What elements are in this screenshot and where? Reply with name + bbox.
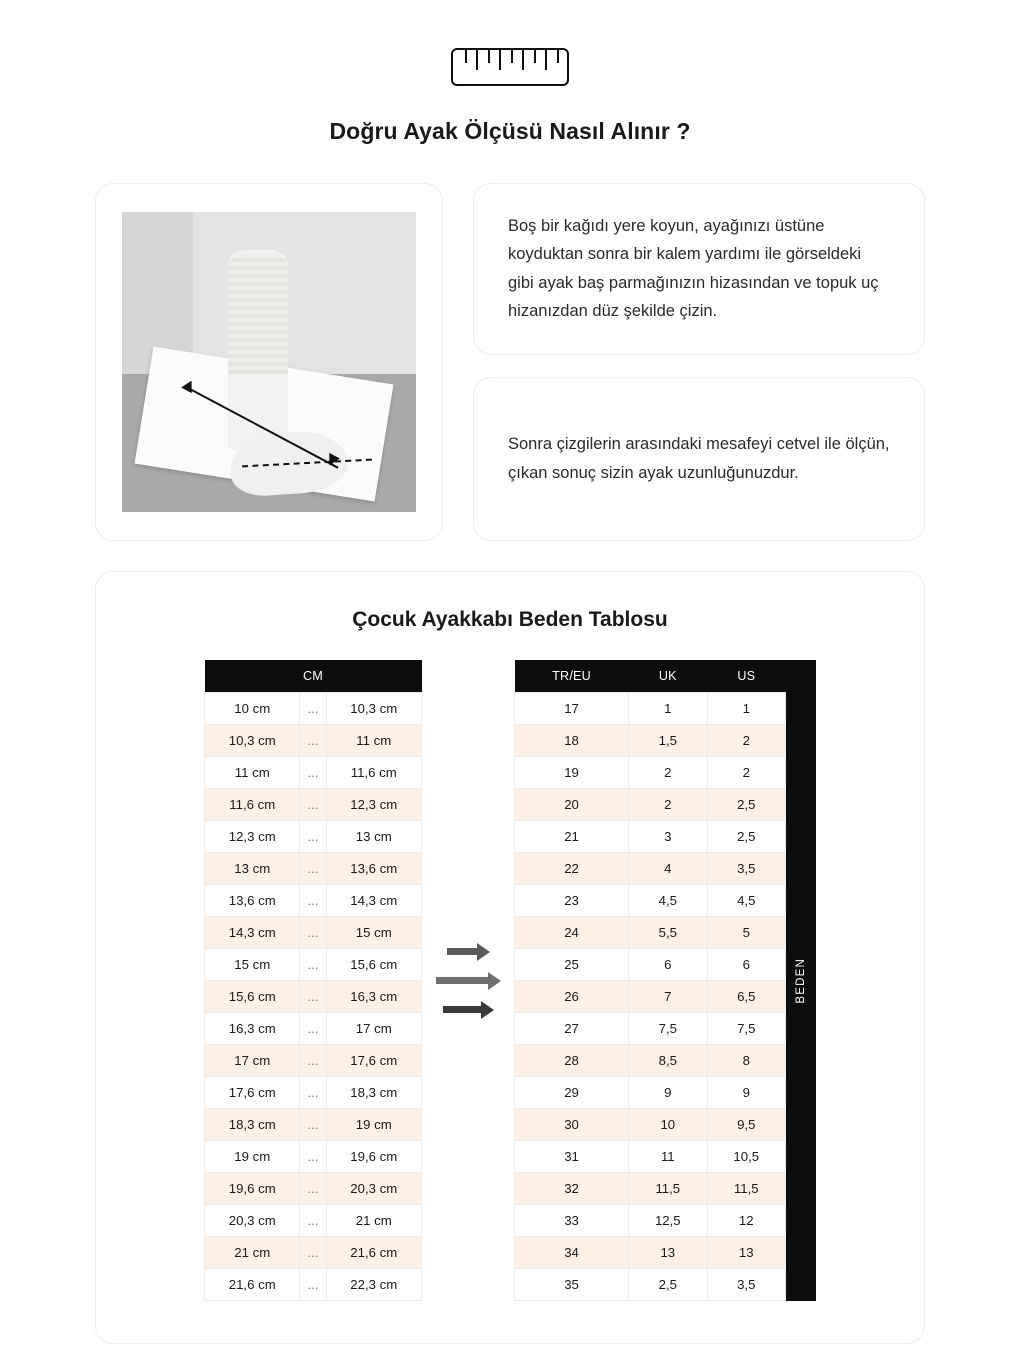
photo-sock-ribs [228, 254, 288, 374]
size-cell: 6 [707, 949, 785, 981]
size-cell: 1 [707, 693, 785, 725]
size-cell: 9 [629, 1077, 707, 1109]
page-title: Doğru Ayak Ölçüsü Nasıl Alınır ? [329, 118, 691, 144]
cm-table-header: CM [205, 660, 422, 693]
size-cell: 2 [707, 725, 785, 757]
size-cell: 13 [629, 1237, 707, 1269]
size-cell: 28 [515, 1045, 629, 1077]
foot-measure-photo-card [95, 183, 443, 541]
ruler-tick [534, 50, 536, 63]
table-row [205, 693, 422, 725]
instruction-text-column [473, 183, 925, 541]
size-cell: 2 [629, 789, 707, 821]
size-cell: 4,5 [629, 885, 707, 917]
cm-separator: ... [300, 981, 326, 1013]
size-table [514, 660, 786, 1301]
table-row [515, 949, 786, 981]
cm-min-value: 13 cm [205, 853, 300, 885]
table-row [205, 917, 422, 949]
size-cell: 23 [515, 885, 629, 917]
conversion-arrows [422, 943, 514, 1019]
ruler-icon [451, 48, 569, 86]
size-cell: 7,5 [707, 1013, 785, 1045]
table-row [205, 981, 422, 1013]
cm-min-value: 15 cm [205, 949, 300, 981]
table-row [205, 1173, 422, 1205]
cm-min-value: 10 cm [205, 693, 300, 725]
table-row [515, 693, 786, 725]
cm-min-value: 15,6 cm [205, 981, 300, 1013]
table-row [515, 1077, 786, 1109]
table-row [515, 1013, 786, 1045]
arrow-icon-2 [436, 972, 501, 990]
size-cell: 2,5 [629, 1269, 707, 1301]
table-row [205, 853, 422, 885]
cm-separator: ... [300, 1013, 326, 1045]
ruler-tick [545, 50, 547, 70]
table-row [515, 1173, 786, 1205]
cm-min-value: 10,3 cm [205, 725, 300, 757]
size-cell: 6 [629, 949, 707, 981]
size-cell: 11,5 [629, 1173, 707, 1205]
cm-min-value: 17,6 cm [205, 1077, 300, 1109]
size-cell: 18 [515, 725, 629, 757]
size-cell: 5 [707, 917, 785, 949]
cm-max-value: 11,6 cm [326, 757, 422, 789]
cm-separator: ... [300, 1045, 326, 1077]
size-cell: 2 [629, 757, 707, 789]
cm-max-value: 22,3 cm [326, 1269, 422, 1301]
size-cell: 10,5 [707, 1141, 785, 1173]
table-row [205, 1237, 422, 1269]
cm-min-value: 16,3 cm [205, 1013, 300, 1045]
size-cell: 2,5 [707, 789, 785, 821]
cm-separator: ... [300, 1269, 326, 1301]
size-cell: 11 [629, 1141, 707, 1173]
size-cell: 7 [629, 981, 707, 1013]
table-row [515, 1269, 786, 1301]
size-cell: 9 [707, 1077, 785, 1109]
cm-min-value: 11 cm [205, 757, 300, 789]
size-table-body [515, 693, 786, 1301]
cm-min-value: 20,3 cm [205, 1205, 300, 1237]
size-cell: 3,5 [707, 853, 785, 885]
cm-min-value: 18,3 cm [205, 1109, 300, 1141]
cm-max-value: 19 cm [326, 1109, 422, 1141]
cm-min-value: 21,6 cm [205, 1269, 300, 1301]
size-cell: 1,5 [629, 725, 707, 757]
table-row [515, 853, 786, 885]
table-row [515, 789, 786, 821]
size-cell: 3,5 [707, 1269, 785, 1301]
tables-row [116, 660, 904, 1301]
size-cell: 11,5 [707, 1173, 785, 1205]
size-table-title: Çocuk Ayakkabı Beden Tablosu [352, 608, 668, 631]
ruler-tick [511, 50, 513, 63]
cm-max-value: 15 cm [326, 917, 422, 949]
cm-separator: ... [300, 757, 326, 789]
cm-separator: ... [300, 885, 326, 917]
table-row [515, 1205, 786, 1237]
cm-max-value: 19,6 cm [326, 1141, 422, 1173]
size-cell: 7,5 [629, 1013, 707, 1045]
table-row [515, 885, 786, 917]
cm-separator: ... [300, 1141, 326, 1173]
instructions-section [95, 183, 925, 541]
size-cell: 4 [629, 853, 707, 885]
table-row [515, 1109, 786, 1141]
table-row [205, 821, 422, 853]
cm-max-value: 13 cm [326, 821, 422, 853]
cm-min-value: 21 cm [205, 1237, 300, 1269]
size-cell: 20 [515, 789, 629, 821]
foot-measure-photo [122, 212, 416, 512]
cm-min-value: 17 cm [205, 1045, 300, 1077]
ruler-tick [476, 50, 478, 70]
table-row [515, 725, 786, 757]
size-cell: 2 [707, 757, 785, 789]
cm-max-value: 17,6 cm [326, 1045, 422, 1077]
table-row [515, 821, 786, 853]
table-row [205, 1109, 422, 1141]
beden-vertical-label [786, 660, 816, 1301]
cm-min-value: 12,3 cm [205, 821, 300, 853]
table-row [205, 757, 422, 789]
table-row [205, 885, 422, 917]
size-cell: 19 [515, 757, 629, 789]
cm-separator: ... [300, 789, 326, 821]
size-cell: 8,5 [629, 1045, 707, 1077]
size-cell: 4,5 [707, 885, 785, 917]
size-cell: 8 [707, 1045, 785, 1077]
cm-min-value: 14,3 cm [205, 917, 300, 949]
size-cell: 27 [515, 1013, 629, 1045]
size-table-wrap [514, 660, 816, 1301]
cm-min-value: 13,6 cm [205, 885, 300, 917]
arrow-icon-3 [443, 1001, 494, 1019]
ruler-tick [499, 50, 501, 70]
cm-max-value: 12,3 cm [326, 789, 422, 821]
cm-min-value: 19,6 cm [205, 1173, 300, 1205]
size-cell: 32 [515, 1173, 629, 1205]
cm-max-value: 16,3 cm [326, 981, 422, 1013]
cm-separator: ... [300, 1109, 326, 1141]
size-cell: 29 [515, 1077, 629, 1109]
cm-max-value: 21,6 cm [326, 1237, 422, 1269]
cm-max-value: 20,3 cm [326, 1173, 422, 1205]
size-cell: 6,5 [707, 981, 785, 1013]
size-cell: 24 [515, 917, 629, 949]
size-cell: 26 [515, 981, 629, 1013]
table-row [515, 981, 786, 1013]
size-cell: 12 [707, 1205, 785, 1237]
size-cell: 9,5 [707, 1109, 785, 1141]
size-cell: 17 [515, 693, 629, 725]
cm-max-value: 17 cm [326, 1013, 422, 1045]
beden-label-text: BEDEN [795, 957, 807, 1004]
header-icon-wrap [0, 0, 1020, 86]
size-cell: 34 [515, 1237, 629, 1269]
size-cell: 1 [629, 693, 707, 725]
cm-separator: ... [300, 949, 326, 981]
ruler-tick [557, 50, 559, 63]
table-row [205, 1141, 422, 1173]
size-cell: 22 [515, 853, 629, 885]
ruler-tick [522, 50, 524, 70]
cm-separator: ... [300, 1173, 326, 1205]
size-column-header: TR/EU [515, 660, 629, 693]
ruler-tick [488, 50, 490, 63]
table-row [205, 1013, 422, 1045]
size-cell: 21 [515, 821, 629, 853]
size-cell: 35 [515, 1269, 629, 1301]
cm-separator: ... [300, 821, 326, 853]
cm-separator: ... [300, 1205, 326, 1237]
size-table-header-row [515, 660, 786, 693]
size-cell: 2,5 [707, 821, 785, 853]
size-cell: 3 [629, 821, 707, 853]
table-row [515, 1045, 786, 1077]
cm-table-body [205, 693, 422, 1301]
size-cell: 31 [515, 1141, 629, 1173]
cm-table [204, 660, 422, 1301]
cm-min-value: 11,6 cm [205, 789, 300, 821]
size-cell: 5,5 [629, 917, 707, 949]
instruction-step-2: Sonra çizgilerin arasındaki mesafeyi cetvel ile ölçün, çıkan sonuç sizin ayak uzunluğunuzdur. [473, 377, 925, 542]
table-row [205, 1269, 422, 1301]
cm-max-value: 10,3 cm [326, 693, 422, 725]
cm-min-value: 19 cm [205, 1141, 300, 1173]
cm-max-value: 13,6 cm [326, 853, 422, 885]
table-row [515, 1237, 786, 1269]
arrow-icon-1 [447, 943, 490, 961]
size-column-header: US [707, 660, 785, 693]
size-cell: 33 [515, 1205, 629, 1237]
cm-separator: ... [300, 1237, 326, 1269]
size-cell: 30 [515, 1109, 629, 1141]
cm-separator: ... [300, 1077, 326, 1109]
cm-separator: ... [300, 917, 326, 949]
size-cell: 10 [629, 1109, 707, 1141]
size-cell: 25 [515, 949, 629, 981]
size-column-header: UK [629, 660, 707, 693]
table-row [205, 789, 422, 821]
table-row [205, 1045, 422, 1077]
size-cell: 13 [707, 1237, 785, 1269]
table-row [205, 1077, 422, 1109]
cm-max-value: 18,3 cm [326, 1077, 422, 1109]
cm-max-value: 11 cm [326, 725, 422, 757]
table-row [515, 757, 786, 789]
size-cell: 12,5 [629, 1205, 707, 1237]
cm-max-value: 21 cm [326, 1205, 422, 1237]
cm-max-value: 15,6 cm [326, 949, 422, 981]
size-table-card [95, 571, 925, 1344]
ruler-tick [465, 50, 467, 63]
cm-separator: ... [300, 853, 326, 885]
cm-separator: ... [300, 693, 326, 725]
table-row [205, 725, 422, 757]
table-row [205, 1205, 422, 1237]
cm-max-value: 14,3 cm [326, 885, 422, 917]
table-row [515, 917, 786, 949]
instruction-step-1: Boş bir kağıdı yere koyun, ayağınızı üstüne koyduktan sonra bir kalem yardımı ile görseldeki gibi ayak baş parmağınızın hizasından ve topuk uç hizanızdan düz şekilde çizin. [473, 183, 925, 355]
table-row [205, 949, 422, 981]
cm-separator: ... [300, 725, 326, 757]
table-row [515, 1141, 786, 1173]
